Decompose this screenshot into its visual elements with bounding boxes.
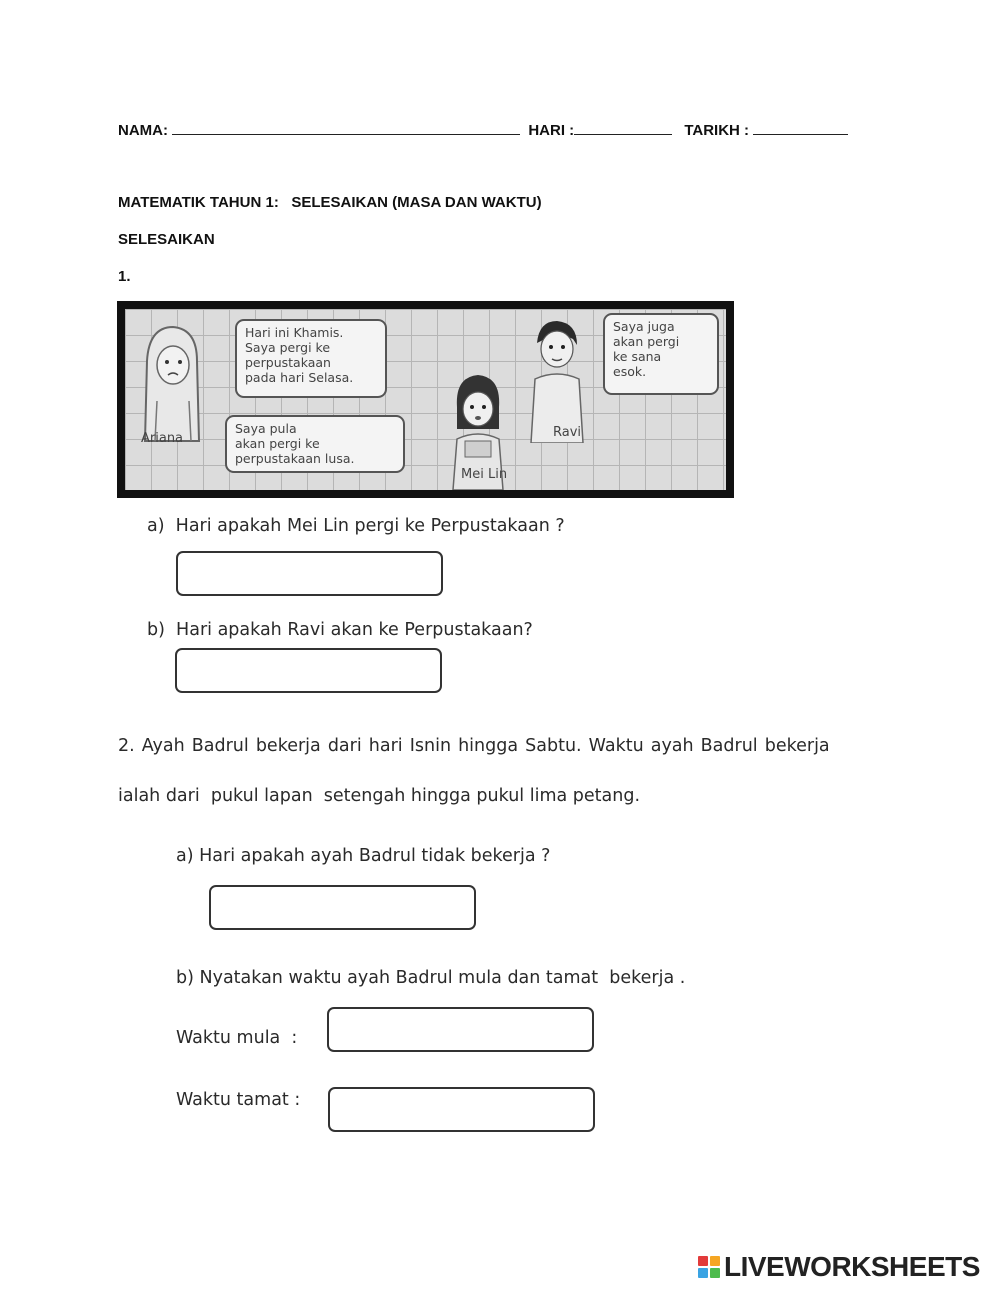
end-time-label: Waktu tamat : bbox=[176, 1090, 301, 1110]
question2a-text: a) Hari apakah ayah Badrul tidak bekerja ? bbox=[176, 846, 551, 866]
name-line[interactable] bbox=[172, 120, 520, 135]
name-ariana: Ariana bbox=[141, 431, 184, 446]
date-label: TARIKH : bbox=[684, 122, 750, 139]
name-label: NAMA: bbox=[118, 122, 168, 139]
answer-box-1a[interactable] bbox=[176, 551, 443, 596]
bubble-meilin: Saya pula akan pergi ke perpustakaan lusa. bbox=[225, 415, 405, 473]
answer-box-2a[interactable] bbox=[209, 885, 476, 930]
bubble-ariana: Hari ini Khamis. Saya pergi ke perpustakaan pada hari Selasa. bbox=[235, 319, 387, 398]
logo-blocks-icon bbox=[698, 1256, 720, 1278]
start-time-box[interactable] bbox=[327, 1007, 594, 1052]
instruction-title: SELESAIKAN bbox=[118, 231, 215, 248]
question1a-text: a) Hari apakah Mei Lin pergi ke Perpustakaan ? bbox=[147, 516, 565, 536]
question2-line2: ialah dari pukul lapan setengah hingga pukul lima petang. bbox=[118, 786, 641, 806]
question1b-text: b) Hari apakah Ravi akan ke Perpustakaan? bbox=[147, 620, 533, 640]
end-time-box[interactable] bbox=[328, 1087, 595, 1132]
liveworksheets-logo bbox=[698, 1253, 980, 1281]
question2-line1: 2. Ayah Badrul bekerja dari hari Isnin hingga Sabtu. Waktu ayah Badrul bekerja bbox=[118, 736, 830, 756]
answer-box-1b[interactable] bbox=[175, 648, 442, 693]
start-time-label: Waktu mula : bbox=[176, 1028, 298, 1048]
name-ravi: Ravi bbox=[553, 425, 582, 440]
question2b-text: b) Nyatakan waktu ayah Badrul mula dan tamat bekerja . bbox=[176, 968, 686, 988]
day-label: HARI : bbox=[528, 122, 575, 139]
logo-text: LIVEWORKSHEETS bbox=[724, 1251, 980, 1282]
date-line[interactable] bbox=[753, 120, 848, 135]
comic-picture bbox=[117, 301, 734, 498]
question1-number: 1. bbox=[118, 268, 131, 285]
comic-background bbox=[125, 309, 726, 490]
subject-title: MATEMATIK TAHUN 1: SELESAIKAN (MASA DAN WAKTU) bbox=[118, 194, 542, 211]
ravi-figure bbox=[509, 315, 599, 443]
header-row bbox=[118, 120, 848, 139]
bubble-ravi: Saya juga akan pergi ke sana esok. bbox=[603, 313, 719, 395]
day-line[interactable] bbox=[574, 120, 672, 135]
name-meilin: Mei Lin bbox=[461, 467, 508, 482]
